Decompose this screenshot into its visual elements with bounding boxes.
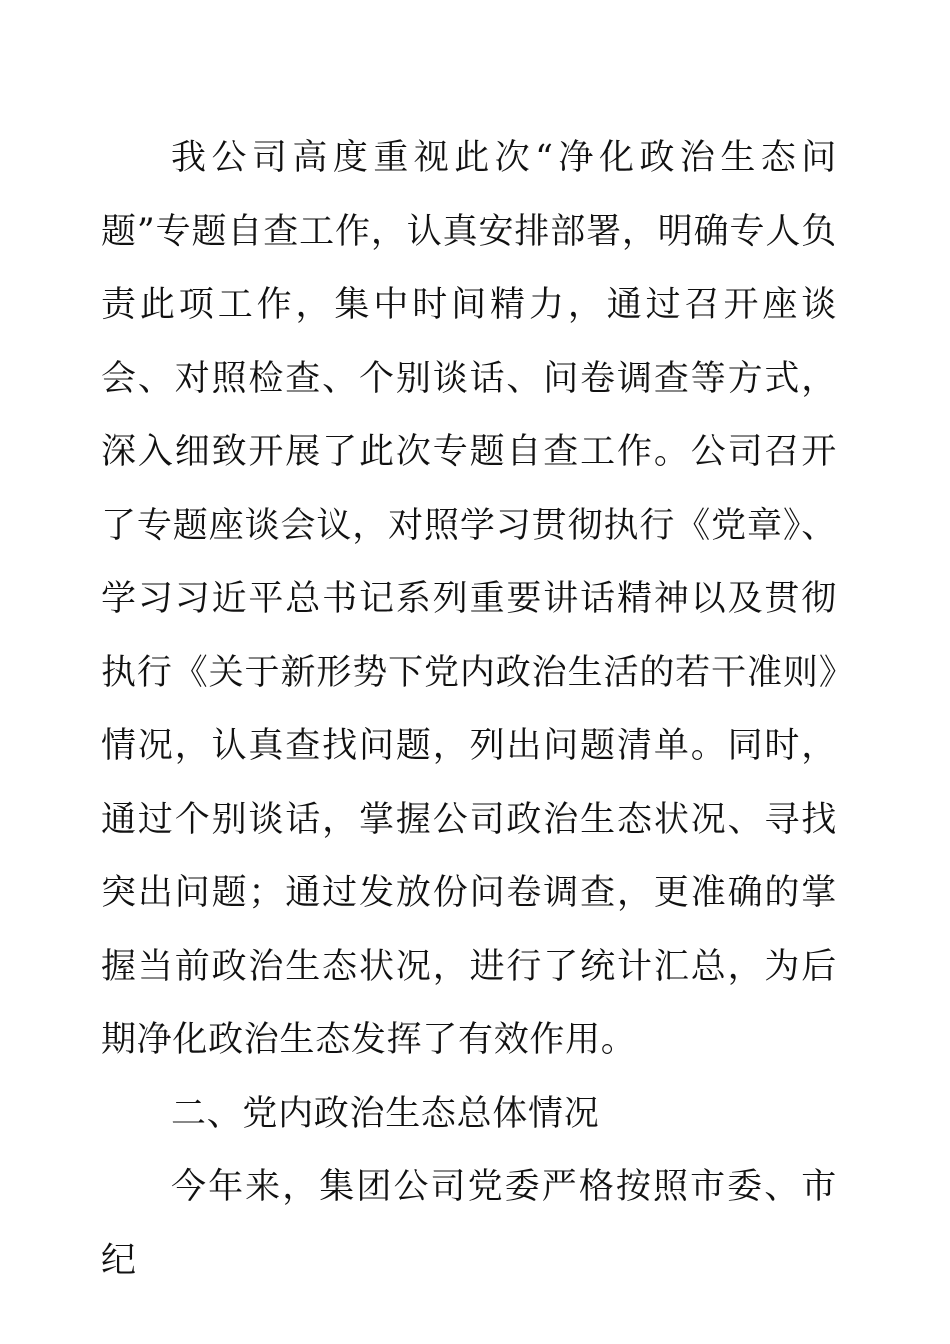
section-heading: 二、党内政治生态总体情况: [171, 1093, 600, 1134]
paragraph-overview: 今年来，集团公司党委严格按照市委、市纪: [101, 1167, 837, 1281]
paragraph-self-inspection: 我公司高度重视此次“净化政治生态问题”专题自查工作，认真安排部署，明确专人负责此项工作，集中时间精力，通过召开座谈会、对照检查、个别谈话、问卷调查等方式，深入细致开展了此次专题自查工作。公司召开了专题座谈会议，对照学习贯彻执行《党章》、学习习近平总书记系列重要讲话精神以及贯彻执行《关于新形势下党内政治生活的若干准则》情况，认真查找问题，列出问题清单。同时，通过个别谈话，掌握公司政治生态状况、寻找突出问题；通过发放份问卷调查，更准确的掌握当前政治生态状况，进行了统计汇总，为后期净化政治生态发挥了有效作用。: [101, 138, 837, 1060]
body-text: [101, 122, 837, 1298]
